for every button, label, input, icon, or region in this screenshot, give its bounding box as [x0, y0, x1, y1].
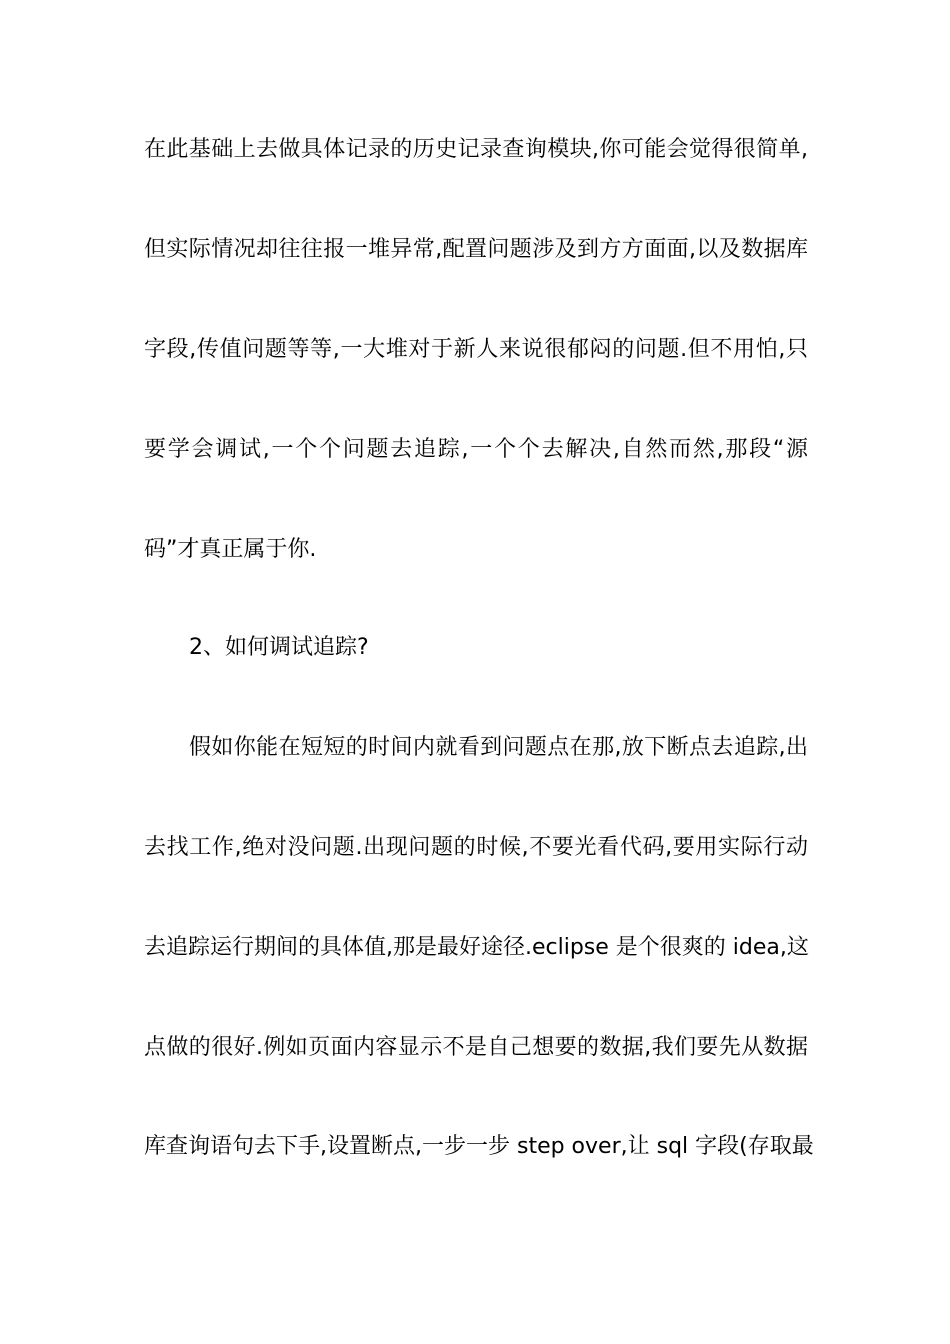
- paragraph-line: 点做的很好.例如页面内容显示不是自己想要的数据,我们要先从数据: [144, 1035, 808, 1060]
- paragraph-line: 码”才真正属于你.: [144, 537, 317, 562]
- section-heading: 2、如何调试追踪?: [189, 635, 369, 660]
- paragraph-line: 字段,传值问题等等,一大堆对于新人来说很郁闷的问题.但不用怕,只: [144, 337, 808, 362]
- paragraph-line: 在此基础上去做具体记录的历史记录查询模块,你可能会觉得很简单,: [144, 137, 808, 162]
- paragraph-line: 要学会调试,一个个问题去追踪,一个个去解决,自然而然,那段“源: [144, 437, 808, 462]
- paragraph-line: 但实际情况却往往报一堆异常,配置问题涉及到方方面面,以及数据库: [144, 237, 808, 262]
- paragraph-line: 去找工作,绝对没问题.出现问题的时候,不要光看代码,要用实际行动: [144, 835, 808, 860]
- paragraph-line: 假如你能在短短的时间内就看到问题点在那,放下断点去追踪,出: [189, 735, 808, 760]
- paragraph-line: 去追踪运行期间的具体值,那是最好途径.eclipse 是个很爽的 idea,这: [144, 935, 809, 960]
- paragraph-line: 库查询语句去下手,设置断点,一步一步 step over,让 sql 字段(存取最: [144, 1134, 814, 1159]
